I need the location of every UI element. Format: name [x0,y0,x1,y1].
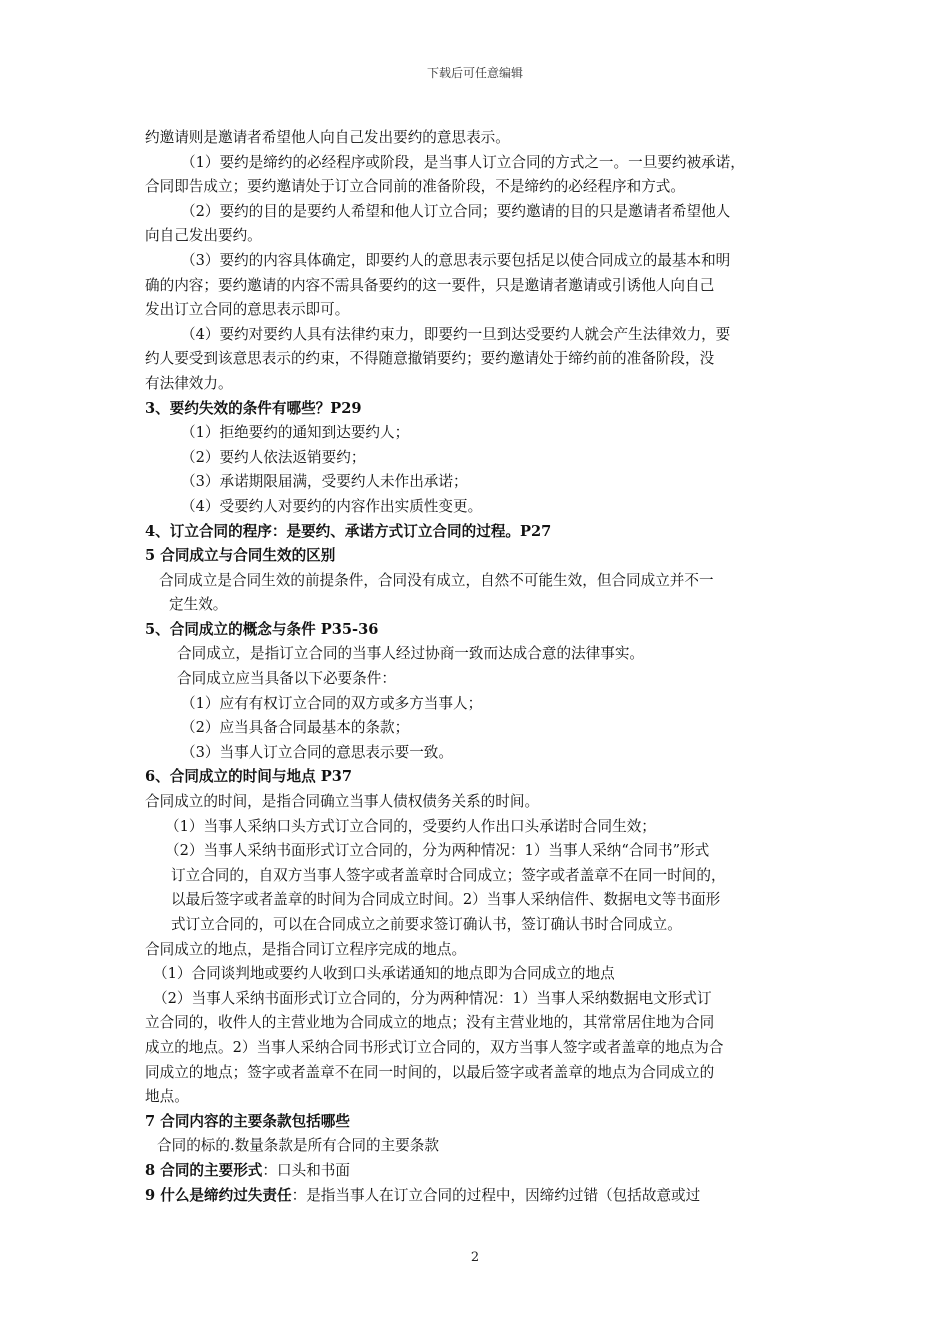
text-line: （2）当事人采纳书面形式订立合同的，分为两种情况：1）当事人采纳“合同书”形式 [165,842,710,860]
text-line: 有法律效力。 [145,374,233,392]
text-line: 地点。 [145,1088,189,1106]
text-line: 合同成立的地点，是指合同订立程序完成的地点。 [145,940,467,958]
text-line: （1）当事人采纳口头方式订立合同的，受要约人作出口头承诺时合同生效； [165,817,656,835]
text-line: （1）合同谈判地或要约人收到口头承诺通知的地点即为合同成立的地点 [153,965,615,983]
heading-answer: ：是指当事人在订立合同的过程中，因缔约过错（包括故意或过 [291,1186,701,1204]
text-line: 确的内容；要约邀请的内容不需具备要约的这一要件，只是邀请者邀请或引诱他人向自己 [145,276,715,294]
section-heading: 7 合同内容的主要条款包括哪些 [145,1112,350,1130]
text-line: 立合同的，收件人的主营业地为合同成立的地点；没有主营业地的，其常常居住地为合同 [145,1014,715,1032]
text-line [145,1184,813,1209]
text-line: （2）应当具备合同最基本的条款； [181,719,410,737]
text-line: 同成立的地点；签字或者盖章不在同一时间的，以最后签字或者盖章的地点为合同成立的 [145,1063,715,1081]
text-line: 发出订立合同的意思表示即可。 [145,301,350,319]
section-heading: 5、合同成立的概念与条件 P35-36 [145,620,379,638]
page-number: 2 [470,1250,480,1265]
text-line: 式订立合同的，可以在合同成立之前要求签订确认书，签订确认书时合同成立。 [171,916,682,933]
section-heading: 5 合同成立与合同生效的区别 [145,547,336,565]
text-line: （4）要约对要约人具有法律约束力，即要约一旦到达受要约人就会产生法律效力，要 [181,325,731,343]
text-line: （2）当事人采纳书面形式订立合同的，分为两种情况：1）当事人采纳数据电文形式订 [153,989,712,1007]
page-header: 下载后可任意编辑 [426,66,523,80]
text-line: 成立的地点。2）当事人采纳合同书形式订立合同的，双方当事人签字或者盖章的地点为合 [145,1038,724,1056]
text-line: （3）当事人订立合同的意思表示要一致。 [181,743,453,761]
text-line: （1）应有有权订立合同的双方或多方当事人； [181,694,483,712]
document-body [145,126,813,1208]
heading-label: 9 什么是缔约过失责任 [145,1186,292,1204]
text-line: 约邀请则是邀请者希望他人向自己发出要约的意思表示。 [145,129,510,146]
text-line: （4）受要约人对要约的内容作出实质性变更。 [181,497,483,515]
text-line: 合同的标的.数量条款是所有合同的主要条款 [157,1137,439,1155]
section-heading: 6、合同成立的时间与地点 P37 [145,768,353,786]
text-line: 合同即告成立；要约邀请处于订立合同前的准备阶段，不是缔约的必经程序和方式。 [145,178,685,196]
text-line: 向自己发出要约。 [145,227,262,245]
text-line: （1）拒绝要约的通知到达要约人； [181,424,410,442]
text-line: 合同成立是合同生效的前提条件，合同没有成立，自然不可能生效，但合同成立并不一 [159,571,714,589]
heading-answer: ：口头和书面 [262,1161,350,1179]
text-line: （2）要约的目的是要约人希望和他人订立合同；要约邀请的目的只是邀请者希望他人 [181,202,731,220]
text-line: 以最后签字或者盖章的时间为合同成立时间。2）当事人采纳信件、数据电文等书面形 [171,891,721,909]
section-heading: 3、要约失效的条件有哪些？P29 [145,399,362,417]
text-line: 订立合同的，自双方当事人签字或者盖章时合同成立；签字或者盖章不在同一时间的， [171,866,726,884]
text-line: 定生效。 [169,596,228,614]
text-line: 约人要受到该意思表示的约束，不得随意撤销要约；要约邀请处于缔约前的准备阶段，没 [145,350,715,368]
text-line [145,1159,813,1184]
text-line: （3）承诺期限届满，受要约人未作出承诺； [181,473,468,491]
text-line: （1）要约是缔约的必经程序或阶段，是当事人订立合同的方式之一。一旦要约被承诺， [181,153,745,171]
text-line: 合同成立应当具备以下必要条件： [177,670,396,688]
text-line: （2）要约人依法返销要约； [181,448,366,466]
text-line: （3）要约的内容具体确定，即要约人的意思表示要包括足以使合同成立的最基本和明 [181,251,731,269]
text-line: 合同成立，是指订立合同的当事人经过协商一致而达成合意的法律事实。 [177,645,645,663]
heading-label: 8 合同的主要形式 [145,1161,263,1179]
section-heading: 4、订立合同的程序：是要约、承诺方式订立合同的过程。P27 [145,522,552,540]
text-line: 合同成立的时间，是指合同确立当事人债权债务关系的时间。 [145,793,540,811]
